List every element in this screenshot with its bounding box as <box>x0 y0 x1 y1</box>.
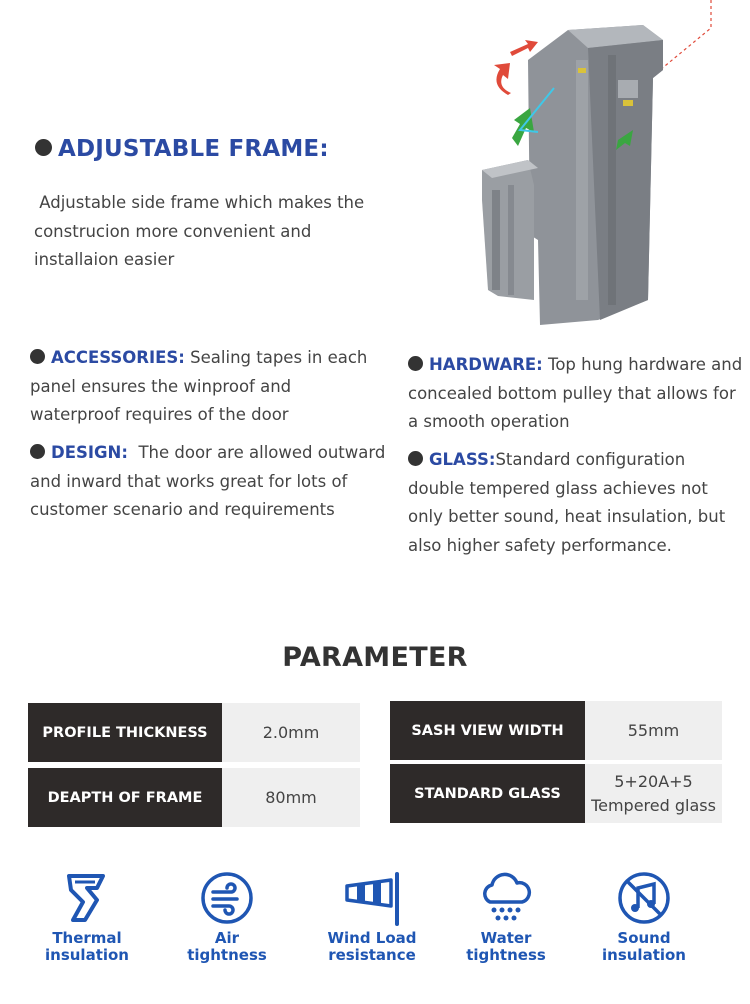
param-row-depth-of-frame <box>28 768 360 827</box>
hardware-feature: HARDWARE: Top hung hardware and concealed bottom pulley that allows for a smooth operation <box>408 355 743 432</box>
design-feature: DESIGN: The door are allowed outward and inward that works great for lots of customer scenario and requirements <box>30 443 386 520</box>
bullet-icon <box>30 444 45 459</box>
thermal-icon <box>57 868 117 928</box>
wind-load-icon <box>339 868 405 928</box>
feature-water-tightness: Water tightness <box>441 868 571 962</box>
param-label: STANDARD GLASS <box>390 764 585 823</box>
adjustable-frame-description: Adjustable side frame which makes the construcion more convenient and installaion easier <box>34 193 365 270</box>
param-value: 80mm <box>222 768 360 827</box>
param-row-profile-thickness <box>28 703 360 762</box>
param-value: 2.0mm <box>222 703 360 762</box>
param-label: DEAPTH OF FRAME <box>28 768 222 827</box>
feature-thermal-insulation: Thermal insulation <box>22 868 152 962</box>
param-label: SASH VIEW WIDTH <box>390 701 585 760</box>
air-icon <box>197 868 257 928</box>
glass-feature: GLASS:Standard configuration double tempered glass achieves not only better sound, heat insulation, but also higher safety performance. <box>408 450 726 555</box>
frame-profile-image <box>468 0 750 335</box>
adjustable-frame-heading: ADJUSTABLE FRAME: <box>35 136 329 162</box>
feature-sound-insulation: Sound insulation <box>579 868 709 962</box>
param-row-sash-view-width <box>390 701 722 760</box>
param-value: 55mm <box>585 701 722 760</box>
feature-air-tightness: Air tightness <box>162 868 292 962</box>
bullet-icon <box>30 349 45 364</box>
bullet-icon <box>35 139 52 156</box>
water-icon <box>476 868 536 928</box>
param-label: PROFILE THICKNESS <box>28 703 222 762</box>
bullet-icon <box>408 451 423 466</box>
sound-icon <box>614 868 674 928</box>
bullet-icon <box>408 356 423 371</box>
accessories-feature: ACCESSORIES: Sealing tapes in each panel ensures the winproof and waterproof requires of the door <box>30 348 368 425</box>
parameter-heading: PARAMETER <box>282 642 468 673</box>
feature-wind-load-resistance: Wind Load resistance <box>307 868 437 962</box>
param-row-standard-glass <box>390 764 722 823</box>
param-value: 5+20A+5 Tempered glass <box>585 764 722 823</box>
